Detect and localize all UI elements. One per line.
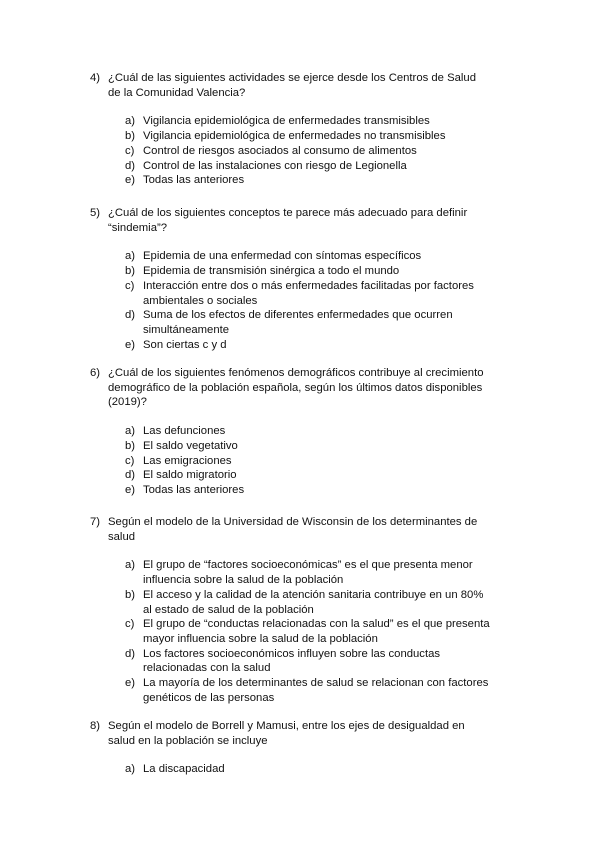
option-e	[125, 483, 490, 498]
option-e	[125, 338, 490, 353]
option-text: La mayoría de los determinantes de salud se relacionan con factores genéticos de las personas	[143, 677, 489, 704]
option-letter: a)	[125, 115, 136, 128]
question-number: 6)	[90, 367, 101, 379]
option-text: El acceso y la calidad de la atención sanitaria contribuye en un 80% al estado de salud de la población	[143, 588, 484, 616]
option-text: Interacción entre dos o más enfermedades facilitadas por factores ambientales o sociales	[143, 279, 474, 307]
option-letter: c)	[125, 279, 135, 292]
option-letter: e)	[125, 483, 136, 496]
option-text: Los factores socioeconómicos influyen sobre las conductas relacionadas con la salud	[143, 647, 441, 675]
question-header	[90, 206, 490, 235]
option-letter: d)	[125, 159, 136, 172]
option-c	[125, 454, 490, 469]
option-d	[125, 468, 490, 483]
option-b	[125, 588, 490, 617]
option-letter: c)	[125, 144, 135, 157]
option-letter: e)	[125, 174, 136, 187]
option-c	[125, 144, 490, 159]
option-a	[125, 114, 490, 129]
question-text: Según el modelo de la Universidad de Wisconsin de los determinantes de salud	[108, 516, 478, 543]
option-letter: a)	[125, 559, 136, 572]
option-c	[125, 279, 490, 308]
option-letter: b)	[125, 265, 136, 278]
option-b	[125, 129, 490, 144]
option-letter: e)	[125, 677, 136, 690]
option-letter: a)	[125, 763, 136, 776]
option-e	[125, 173, 490, 188]
option-d	[125, 159, 490, 174]
option-text: Epidemia de una enfermedad con síntomas específicos	[143, 250, 422, 263]
question-header	[90, 366, 490, 410]
option-list	[125, 114, 490, 188]
question-text: ¿Cuál de las siguientes actividades se ejerce desde los Centros de Salud de la Comunidad Valencia?	[108, 72, 476, 99]
option-a	[125, 558, 490, 587]
option-text: Las emigraciones	[143, 454, 232, 467]
option-letter: a)	[125, 425, 136, 438]
option-letter: d)	[125, 647, 136, 660]
option-list	[125, 249, 490, 352]
option-list	[125, 424, 490, 498]
option-text: Epidemia de transmisión sinérgica a todo el mundo	[143, 265, 400, 278]
option-text: La discapacidad	[143, 763, 225, 776]
option-a	[125, 762, 490, 777]
option-letter: b)	[125, 130, 136, 143]
option-b	[125, 264, 490, 279]
option-c	[125, 617, 490, 646]
option-text: El grupo de “factores socioeconómicas” es el que presenta menor influencia sobre la salud de la población	[143, 559, 473, 587]
option-text: Todas las anteriores	[143, 174, 245, 187]
question-5	[90, 206, 490, 352]
option-letter: d)	[125, 309, 136, 322]
option-text: Las defunciones	[143, 425, 226, 438]
question-text: Según el modelo de Borrell y Mamusi, entre los ejes de desigualdad en salud en la población se incluye	[108, 720, 465, 747]
option-text: El saldo migratorio	[143, 469, 237, 482]
option-a	[125, 249, 490, 264]
option-letter: b)	[125, 588, 136, 601]
option-letter: c)	[125, 618, 135, 631]
option-text: Suma de los efectos de diferentes enfermedades que ocurren simultáneamente	[143, 309, 453, 336]
option-a	[125, 424, 490, 439]
question-header	[90, 71, 490, 100]
option-text: El grupo de “conductas relacionadas con la salud” es el que presenta mayor influencia sobre la salud de la población	[143, 618, 490, 645]
question-header	[90, 515, 490, 544]
option-text: Todas las anteriores	[143, 483, 245, 496]
question-header	[90, 719, 490, 748]
question-text: ¿Cuál de los siguientes conceptos te parece más adecuado para definir “sindemia”?	[108, 207, 468, 234]
option-text: El saldo vegetativo	[143, 439, 238, 452]
question-number: 7)	[90, 516, 101, 528]
question-4	[90, 71, 490, 188]
option-list	[125, 558, 490, 705]
question-number: 4)	[90, 72, 101, 84]
option-letter: a)	[125, 250, 136, 263]
question-7	[90, 515, 490, 705]
option-letter: c)	[125, 454, 135, 467]
question-number: 8)	[90, 720, 101, 732]
option-text: Vigilancia epidemiológica de enfermedades no transmisibles	[143, 130, 446, 143]
option-letter: b)	[125, 439, 136, 452]
option-list	[125, 762, 490, 777]
question-number: 5)	[90, 207, 101, 219]
option-d	[125, 308, 490, 337]
option-letter: d)	[125, 469, 136, 482]
option-letter: e)	[125, 338, 136, 351]
option-d	[125, 647, 490, 676]
option-e	[125, 676, 490, 705]
question-6	[90, 366, 490, 498]
option-text: Control de riesgos asociados al consumo de alimentos	[143, 144, 417, 157]
option-text: Control de las instalaciones con riesgo de Legionella	[143, 159, 407, 172]
option-b	[125, 439, 490, 454]
question-text: ¿Cuál de los siguientes fenómenos demográficos contribuye al crecimiento demográfico de la población española, según los últimos datos disponibles (2019)?	[108, 367, 484, 409]
question-8	[90, 719, 490, 777]
option-text: Son ciertas c y d	[143, 338, 227, 351]
option-text: Vigilancia epidemiológica de enfermedades transmisibles	[143, 115, 430, 128]
